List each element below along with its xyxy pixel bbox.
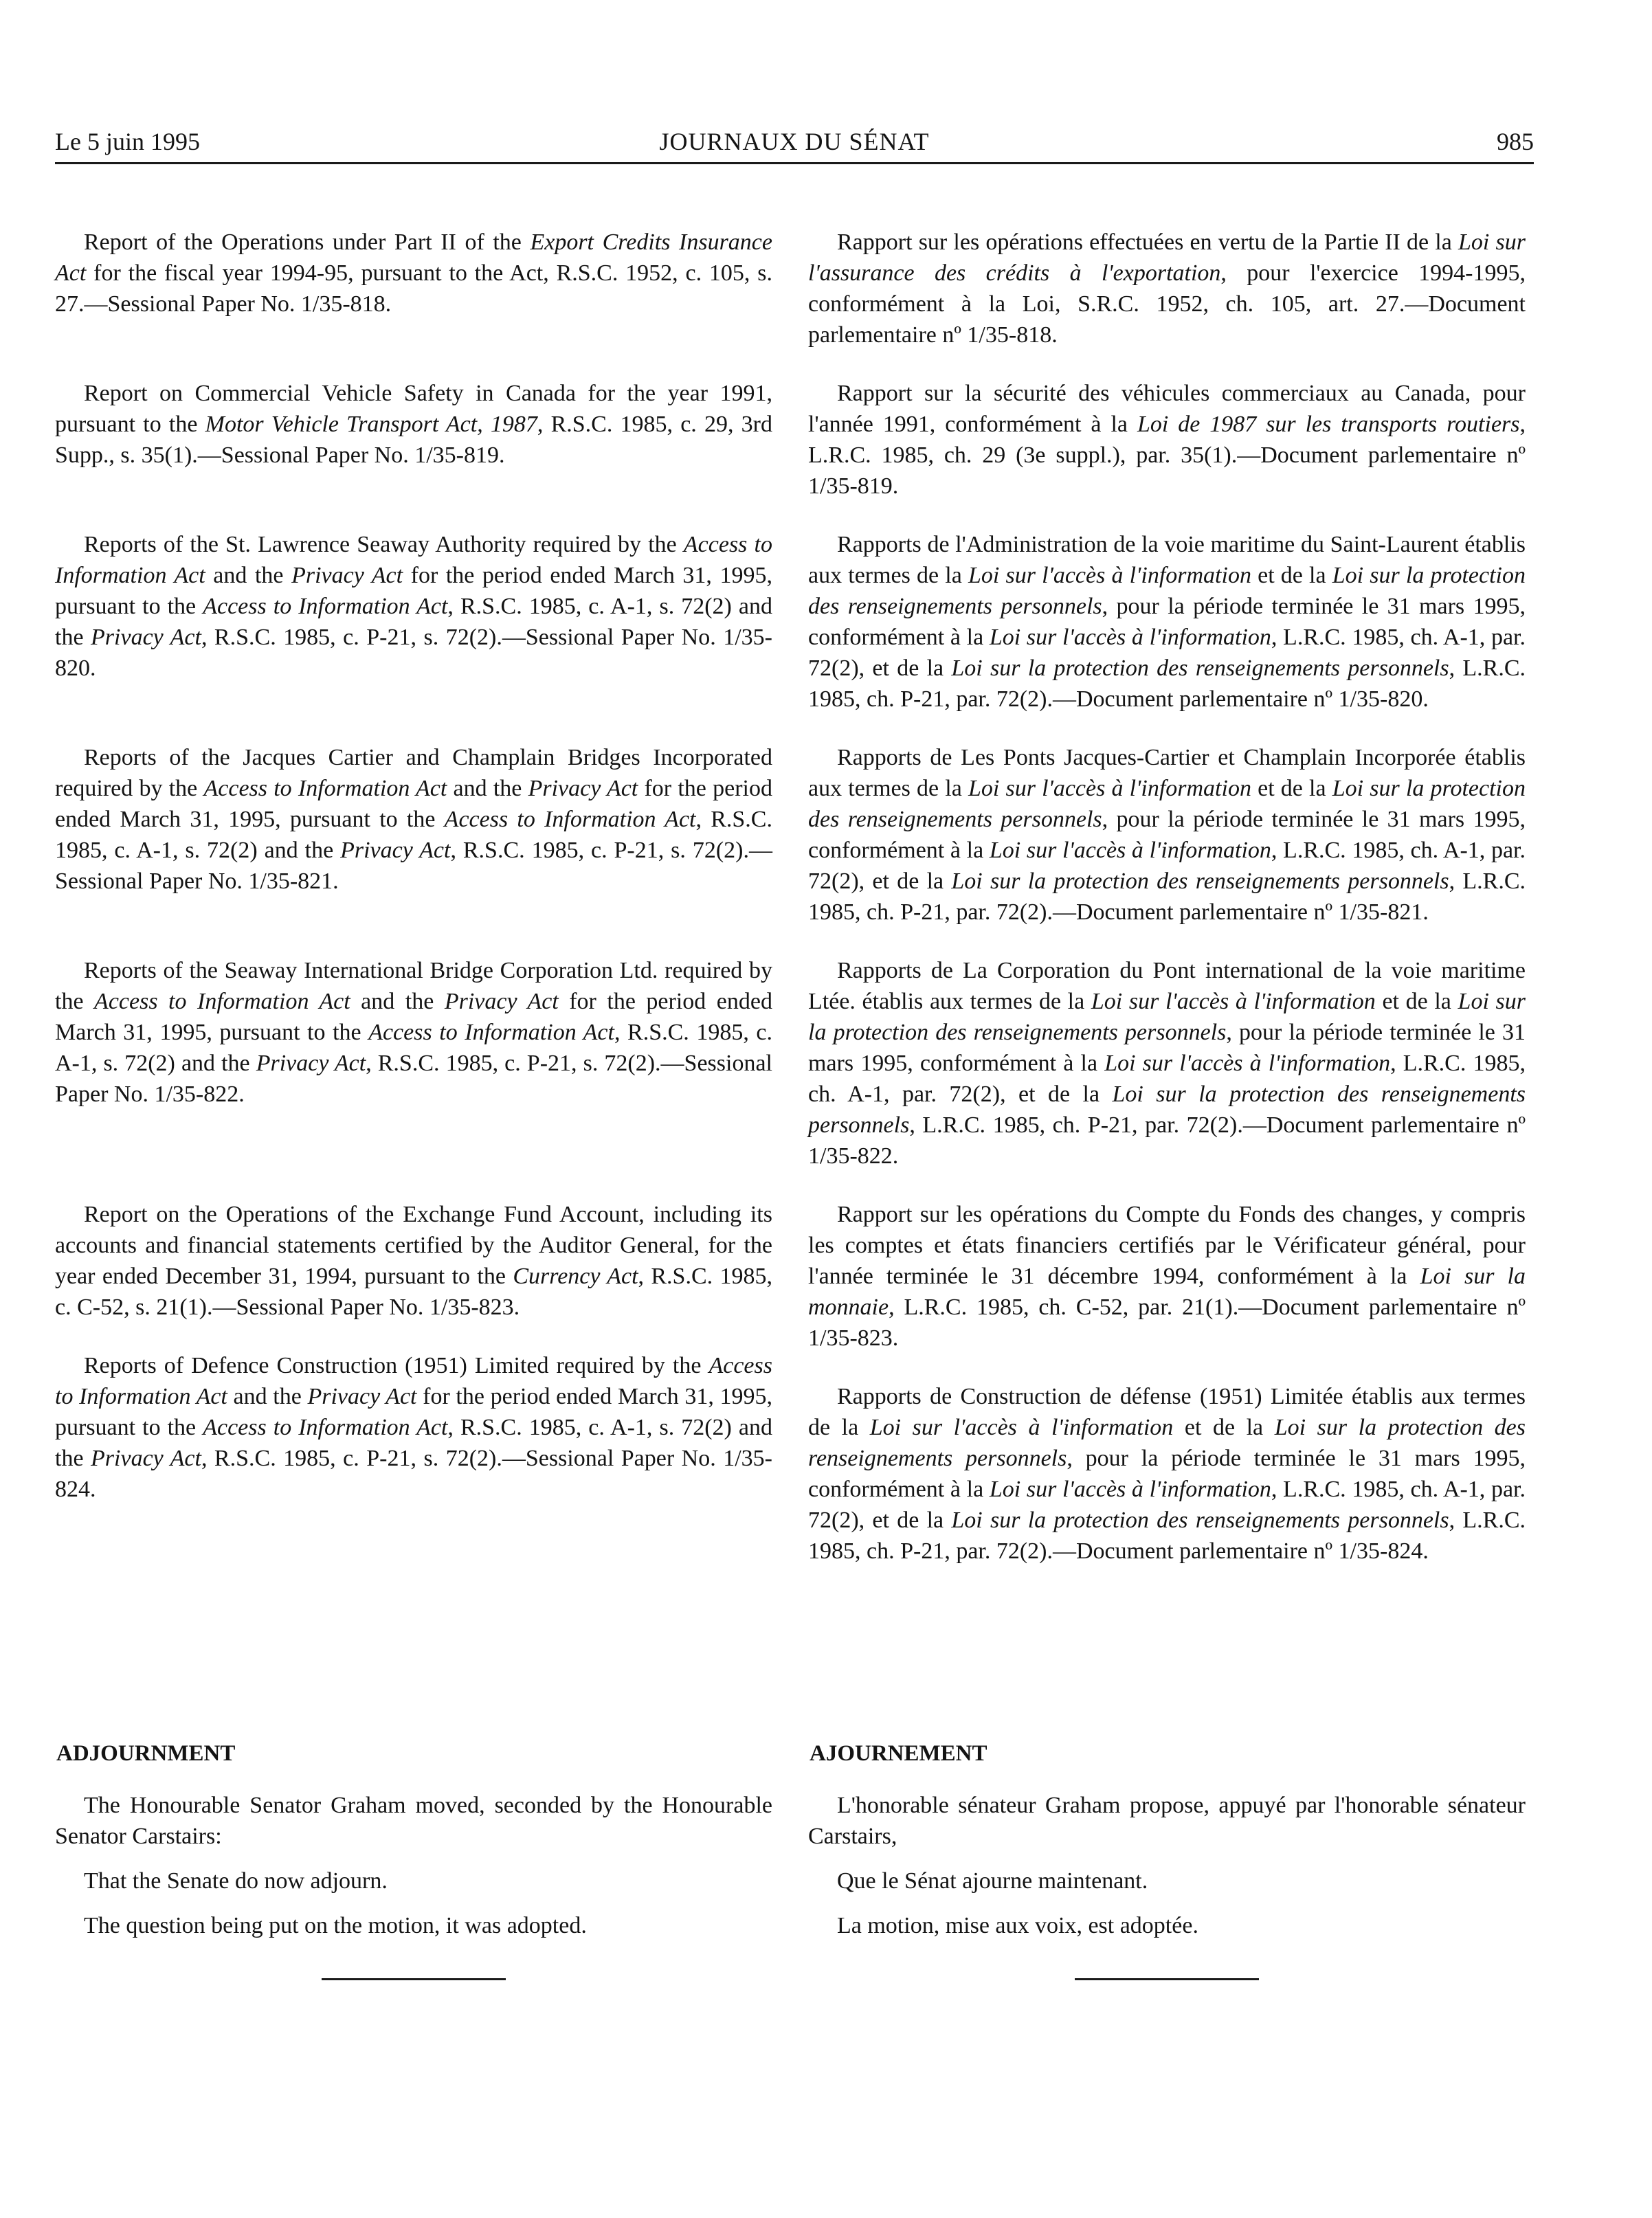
adjournment-motion: The Honourable Senator Graham moved, seconded by the Honourable Senator Carstairs: [55, 1793, 772, 1849]
sessional-paper-entry: Rapports de La Corporation du Pont international de la voie maritime Ltée. établis aux termes de la Loi sur l'accès à l'information et de la Loi sur la protection des renseignements personnels, pour la période terminée le 31 mars 1995, conformément à la Loi sur l'accès à l'information, L.R.C. 1985, ch. A-1, par. 72(2), et de la Loi sur la protection des renseignements personnels, L.R.C. 1985, ch. P-21, par. 72(2).—Document parlementaire nº 1/35-822. [808, 958, 1526, 1169]
sessional-paper-entry: Rapports de l'Administration de la voie maritime du Saint-Laurent établis aux termes de la Loi sur l'accès à l'information et de la Loi sur la protection des renseignements personnels, pour la période terminée le 31 mars 1995, conformément à la Loi sur l'accès à l'information, L.R.C. 1985, ch. A-1, par. 72(2), et de la Loi sur la protection des renseignements personnels, L.R.C. 1985, ch. P-21, par. 72(2).—Document parlementaire nº 1/35-820. [808, 532, 1526, 712]
sessional-paper-entry: Rapport sur les opérations effectuées en vertu de la Partie II de la Loi sur l'assurance des crédits à l'exportation, pour l'exercice 1994-1995, conformément à la Loi, S.R.C. 1952, ch. 105, art. 27.—Document parlementaire nº 1/35-818. [808, 229, 1526, 348]
sessional-paper-entry: Reports of the St. Lawrence Seaway Authority required by the Access to Information Act and the Privacy Act for the period ended March 31, 1995, pursuant to the Access to Information Act, R.S.C. 1985, c. A-1, s. 72(2) and the Privacy Act, R.S.C. 1985, c. P-21, s. 72(2).—Sessional Paper No. 1/35-820. [55, 532, 773, 681]
sessional-paper-entry: Reports of Defence Construction (1951) Limited required by the Access to Information Act and the Privacy Act for the period ended March 31, 1995, pursuant to the Access to Information Act, R.S.C. 1985, c. A-1, s. 72(2) and the Privacy Act, R.S.C. 1985, c. P-21, s. 72(2).—Sessional Paper No. 1/35-824. [55, 1353, 773, 1502]
page-number: 985 [1497, 128, 1534, 155]
page-header [55, 121, 1534, 162]
journal-title: JOURNAUX DU SÉNAT [659, 128, 930, 155]
header-date: Le 5 juin 1995 [55, 128, 200, 155]
english-column [55, 227, 772, 1505]
separator-rule-fr [1075, 1978, 1259, 1980]
sessional-paper-entry: Rapport sur les opérations du Compte du Fonds des changes, y compris les comptes et états financiers certifiés par le Vérificateur général, pour l'année terminée le 31 décembre 1994, conformément à la Loi sur la monnaie, L.R.C. 1985, ch. C-52, par. 21(1).—Document parlementaire nº 1/35-823. [808, 1202, 1526, 1351]
adjournment-result-fr: La motion, mise aux voix, est adoptée. [837, 1913, 1198, 1938]
sessional-paper-entry: Reports of the Seaway International Bridge Corporation Ltd. required by the Access to Information Act and the Privacy Act for the period ended March 31, 1995, pursuant to the Access to Information Act, R.S.C. 1985, c. A-1, s. 72(2) and the Privacy Act, R.S.C. 1985, c. P-21, s. 72(2).—Sessional Paper No. 1/35-822. [55, 958, 773, 1107]
separator-rule [322, 1978, 506, 1980]
sessional-paper-entry: Report on the Operations of the Exchange Fund Account, including its accounts and financial statements certified by the Auditor General, for the year ended December 31, 1994, pursuant to the Currency Act, R.S.C. 1985, c. C-52, s. 21(1).—Sessional Paper No. 1/35-823. [55, 1202, 772, 1320]
sessional-paper-entry: Rapports de Les Ponts Jacques-Cartier et Champlain Incorporée établis aux termes de la Loi sur l'accès à l'information et de la Loi sur la protection des renseignements personnels, pour la période terminée le 31 mars 1995, conformément à la Loi sur l'accès à l'information, L.R.C. 1985, ch. A-1, par. 72(2), et de la Loi sur la protection des renseignements personnels, L.R.C. 1985, ch. P-21, par. 72(2).—Document parlementaire nº 1/35-821. [808, 745, 1526, 925]
adjournment-result: The question being put on the motion, it was adopted. [84, 1913, 587, 1938]
adjournment-section-en [55, 1790, 772, 1941]
adjournment-heading: ADJOURNMENT [56, 1741, 236, 1766]
sessional-paper-entry: Rapport sur la sécurité des véhicules commerciaux au Canada, pour l'année 1991, conformément à la Loi de 1987 sur les transports routiers, L.R.C. 1985, ch. 29 (3e suppl.), par. 35(1).—Document parlementaire nº 1/35-819. [808, 381, 1526, 499]
adjournment-motion-fr: L'honorable sénateur Graham propose, appuyé par l'honorable sénateur Carstairs, [808, 1793, 1526, 1849]
sessional-paper-entry: Report of the Operations under Part II of the Export Credits Insurance Act for the fiscal year 1994-95, pursuant to the Act, R.S.C. 1952, c. 105, s. 27.—Sessional Paper No. 1/35-818. [55, 229, 772, 317]
adjournment-resolution: That the Senate do now adjourn. [84, 1868, 388, 1894]
header-rule [55, 162, 1534, 164]
sessional-paper-entry: Rapports de Construction de défense (1951) Limitée établis aux termes de la Loi sur l'accès à l'information et de la Loi sur la protection des renseignements personnels, pour la période terminée le 31 mars 1995, conformément à la Loi sur l'accès à l'information, L.R.C. 1985, ch. A-1, par. 72(2), et de la Loi sur la protection des renseignements personnels, L.R.C. 1985, ch. P-21, par. 72(2).—Document parlementaire nº 1/35-824. [808, 1384, 1526, 1564]
sessional-paper-entry: Reports of the Jacques Cartier and Champlain Bridges Incorporated required by the Access to Information Act and the Privacy Act for the period ended March 31, 1995, pursuant to the Access to Information Act, R.S.C. 1985, c. A-1, s. 72(2) and the Privacy Act, R.S.C. 1985, c. P-21, s. 72(2).—Sessional Paper No. 1/35-821. [55, 745, 772, 894]
french-column [808, 227, 1526, 1567]
adjournment-heading-fr: AJOURNEMENT [810, 1741, 987, 1766]
adjournment-resolution-fr: Que le Sénat ajourne maintenant. [837, 1868, 1148, 1894]
adjournment-section-fr [808, 1790, 1526, 1941]
sessional-paper-entry: Report on Commercial Vehicle Safety in Canada for the year 1991, pursuant to the Motor Vehicle Transport Act, 1987, R.S.C. 1985, c. 29, 3rd Supp., s. 35(1).—Sessional Paper No. 1/35-819. [55, 381, 772, 468]
